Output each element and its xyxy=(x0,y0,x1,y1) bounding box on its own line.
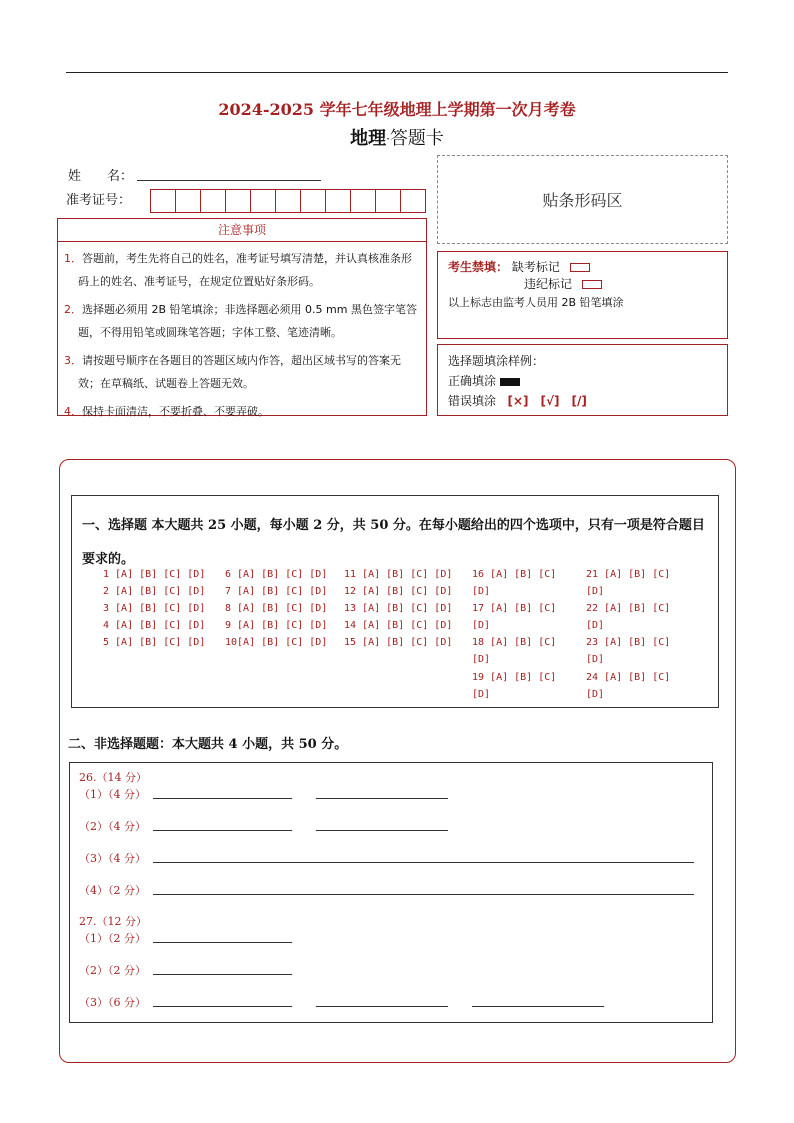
choice-row[interactable]: 24 [A] [B] [C] xyxy=(586,672,671,683)
choice-row[interactable]: 19 [A] [B] [C] xyxy=(472,672,557,683)
barcode-label: 贴条形码区 xyxy=(542,191,623,210)
id-digit-box[interactable] xyxy=(300,189,326,213)
exam-title: 2024-2025 学年七年级地理上学期第一次月考卷 xyxy=(218,100,576,119)
id-digit-box[interactable] xyxy=(200,189,226,213)
choice-row[interactable]: 14 [A] [B] [C] [D] xyxy=(344,620,453,631)
q27-part3-label: （3）（6 分） xyxy=(79,996,146,1009)
wrong-marks: [×] [√] [/] xyxy=(507,394,587,408)
subject-label: 地理 xyxy=(350,128,387,149)
choice-row[interactable]: 15 [A] [B] [C] [D] xyxy=(344,637,453,648)
filled-mark xyxy=(500,378,520,386)
answer-sheet-subtitle xyxy=(0,124,794,150)
section1-heading: 一、选择题 本大题共 25 小题，每小题 2 分，共 50 分。在每小题给出的四个选项中，只有一项是符合题目要求的。 xyxy=(82,518,705,567)
q26-title: 26.（14 分） xyxy=(79,771,147,784)
choice-row[interactable]: 7 [A] [B] [C] [D] xyxy=(225,586,328,597)
choice-row[interactable]: 3 [A] [B] [C] [D] xyxy=(103,603,206,614)
choice-row[interactable]: 13 [A] [B] [C] [D] xyxy=(344,603,453,614)
id-digit-box[interactable] xyxy=(250,189,276,213)
choice-row-d[interactable]: [D] xyxy=(472,689,491,700)
subtitle-dot: · xyxy=(386,132,390,146)
section2-heading: 二、非选择题题：本大题共 4 小题，共 50 分。 xyxy=(68,737,348,752)
sample-heading: 选择题填涂样例： xyxy=(448,354,545,368)
forbidden-label: 考生禁填： xyxy=(448,260,509,274)
choice-row[interactable]: 12 [A] [B] [C] [D] xyxy=(344,586,453,597)
choice-row[interactable]: 10[A] [B] [C] [D] xyxy=(225,637,328,648)
top-rule xyxy=(66,72,728,73)
id-digit-box[interactable] xyxy=(350,189,376,213)
absent-mark[interactable] xyxy=(570,263,590,272)
choice-row-d[interactable]: [D] xyxy=(472,620,491,631)
forbidden-box xyxy=(437,251,728,339)
notice-item: 2．选择题必须用 2B 铅笔填涂；非选择题必须用 0.5 mm 黑色签字笔答题，不得用铅笔或圆珠笔答题；字体工整、笔迹清晰。 xyxy=(64,303,417,339)
q26-part2-answer-b[interactable] xyxy=(316,830,448,831)
notice-box xyxy=(57,242,427,416)
choice-row[interactable]: 2 [A] [B] [C] [D] xyxy=(103,586,206,597)
section2-box xyxy=(69,762,713,1023)
id-digit-box[interactable] xyxy=(375,189,401,213)
sample-box xyxy=(437,344,728,416)
id-number-boxes[interactable] xyxy=(151,189,426,213)
choice-row-d[interactable]: [D] xyxy=(586,654,605,665)
choice-row[interactable]: 8 [A] [B] [C] [D] xyxy=(225,603,328,614)
violation-mark[interactable] xyxy=(582,280,602,289)
violation-label: 违纪标记 xyxy=(524,277,573,291)
choice-row[interactable]: 22 [A] [B] [C] xyxy=(586,603,671,614)
id-label: 准考证号： xyxy=(66,193,132,208)
choice-row[interactable]: 18 [A] [B] [C] xyxy=(472,637,557,648)
notice-item: 4．保持卡面清洁，不要折叠、不要弄破。 xyxy=(64,405,269,418)
choice-row[interactable]: 1 [A] [B] [C] [D] xyxy=(103,569,206,580)
barcode-area xyxy=(437,155,728,244)
notice-item: 1．答题前，考生先将自己的姓名，准考证号填写清楚，并认真核准条形码上的姓名、准考证号，在规定位置贴好条形码。 xyxy=(64,252,412,288)
q27-part1-label: （1）（2 分） xyxy=(79,932,146,945)
id-digit-box[interactable] xyxy=(400,189,426,213)
q26-part2-answer-a[interactable] xyxy=(153,830,292,831)
forbidden-note: 以上标志由监考人员用 2B 铅笔填涂 xyxy=(448,296,624,309)
notice-heading: 注意事项 xyxy=(57,218,427,242)
notice-item: 3．请按题号顺序在各题目的答题区域内作答，超出区域书写的答案无效；在草稿纸、试题卷上答题无效。 xyxy=(64,354,401,390)
name-field[interactable] xyxy=(137,180,321,181)
q26-part2-label: （2）（4 分） xyxy=(79,820,146,833)
choice-row-d[interactable]: [D] xyxy=(472,586,491,597)
choice-row[interactable]: 9 [A] [B] [C] [D] xyxy=(225,620,328,631)
id-digit-box[interactable] xyxy=(275,189,301,213)
correct-label: 正确填涂 xyxy=(448,374,497,388)
choice-row[interactable]: 17 [A] [B] [C] xyxy=(472,603,557,614)
q26-part4-label: （4）（2 分） xyxy=(79,884,146,897)
q26-part1-answer-a[interactable] xyxy=(153,798,292,799)
q27-part2-answer[interactable] xyxy=(153,974,292,975)
subtitle-rest: 答题卡 xyxy=(389,128,444,149)
choice-row[interactable]: 11 [A] [B] [C] [D] xyxy=(344,569,453,580)
choice-row-d[interactable]: [D] xyxy=(472,654,491,665)
q27-part1-answer[interactable] xyxy=(153,942,292,943)
q27-part3-answer-a[interactable] xyxy=(153,1006,292,1007)
choice-row-d[interactable]: [D] xyxy=(586,620,605,631)
choice-row[interactable]: 21 [A] [B] [C] xyxy=(586,569,671,580)
choice-row[interactable]: 5 [A] [B] [C] [D] xyxy=(103,637,206,648)
choice-row-d[interactable]: [D] xyxy=(586,689,605,700)
id-digit-box[interactable] xyxy=(175,189,201,213)
q27-part2-label: （2）（2 分） xyxy=(79,964,146,977)
q26-part3-label: （3）（4 分） xyxy=(79,852,146,865)
name-label: 姓 名： xyxy=(68,169,134,184)
q26-part1-answer-b[interactable] xyxy=(316,798,448,799)
q26-part1-label: （1）（4 分） xyxy=(79,788,146,801)
choice-row[interactable]: 16 [A] [B] [C] xyxy=(472,569,557,580)
id-digit-box[interactable] xyxy=(325,189,351,213)
id-digit-box[interactable] xyxy=(225,189,251,213)
wrong-label: 错误填涂 xyxy=(448,394,497,408)
absent-label: 缺考标记 xyxy=(511,260,560,274)
choice-row[interactable]: 6 [A] [B] [C] [D] xyxy=(225,569,328,580)
q26-part4-answer[interactable] xyxy=(153,894,694,895)
q27-part3-answer-b[interactable] xyxy=(316,1006,448,1007)
q27-part3-answer-c[interactable] xyxy=(472,1006,604,1007)
q26-part3-answer[interactable] xyxy=(153,862,694,863)
q27-title: 27.（12 分） xyxy=(79,915,147,928)
id-digit-box[interactable] xyxy=(150,189,176,213)
choice-row[interactable]: 23 [A] [B] [C] xyxy=(586,637,671,648)
choice-row-d[interactable]: [D] xyxy=(586,586,605,597)
choice-row[interactable]: 4 [A] [B] [C] [D] xyxy=(103,620,206,631)
